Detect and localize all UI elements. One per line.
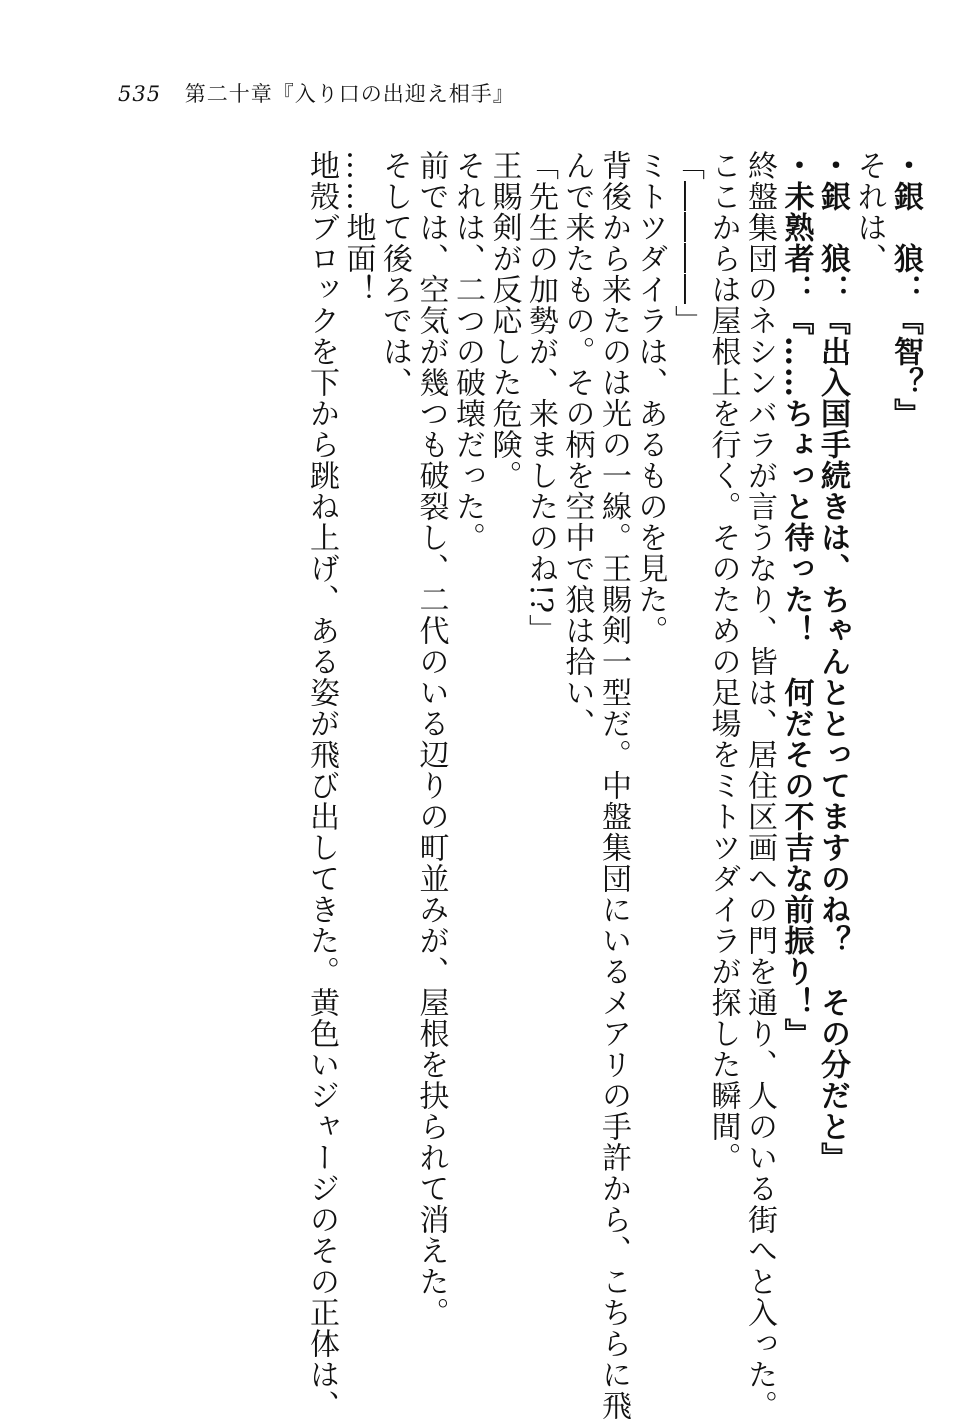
page-number: 535 bbox=[118, 82, 162, 106]
text-line: ここからは屋根上を行く。そのための足場をミトツダイラが探した瞬間。 bbox=[705, 150, 741, 1173]
text-line: ミトツダイラは、あるものを見た。 bbox=[632, 150, 668, 646]
text-line: 終盤集団のネシンバラが言うなり、皆は、居住区画への門を通り、人のいる街へと入った。 bbox=[742, 150, 777, 1421]
text-line: 「先生の加勢が、来ましたのね!?」 bbox=[523, 150, 558, 646]
text-line: んで来たもの。その柄を空中で狼は拾い、 bbox=[559, 150, 595, 739]
running-header bbox=[118, 78, 515, 108]
text-line: 地殻ブロックを下から跳ね上げ、ある姿が飛び出してきた。黄色いジャージのその正体は、 bbox=[304, 150, 339, 1421]
text-line: ・未熟者：『……ちょっと待った！ 何だその不吉な前振り！』 bbox=[778, 150, 814, 1049]
text-line: 前では、空気が幾つも破裂し、二代のいる辺りの町並みが、屋根を抉られて消えた。 bbox=[413, 150, 449, 1328]
text-line: 「――――」 bbox=[669, 150, 704, 336]
vertical-text-body bbox=[98, 150, 923, 1421]
text-line: 背後から来たのは光の一線。王賜剣一型だ。中盤集団にいるメアリの手許から、こちらに飛 bbox=[596, 150, 631, 1421]
text-line: そして後ろでは、 bbox=[377, 150, 412, 398]
text-line: それは、 bbox=[851, 150, 887, 274]
text-line: ……地面！ bbox=[340, 150, 376, 305]
chapter-title: 第二十章『入り口の出迎え相手』 bbox=[184, 82, 515, 106]
text-line: それは、二つの破壊だった。 bbox=[450, 150, 485, 553]
text-line: 王賜剣が反応した危険。 bbox=[486, 150, 522, 491]
text-line: ・銀 狼：『智？』 bbox=[888, 150, 923, 429]
text-line: ・銀 狼：『出入国手続きは、ちゃんととってますのね？ その分だと』 bbox=[815, 150, 850, 1173]
